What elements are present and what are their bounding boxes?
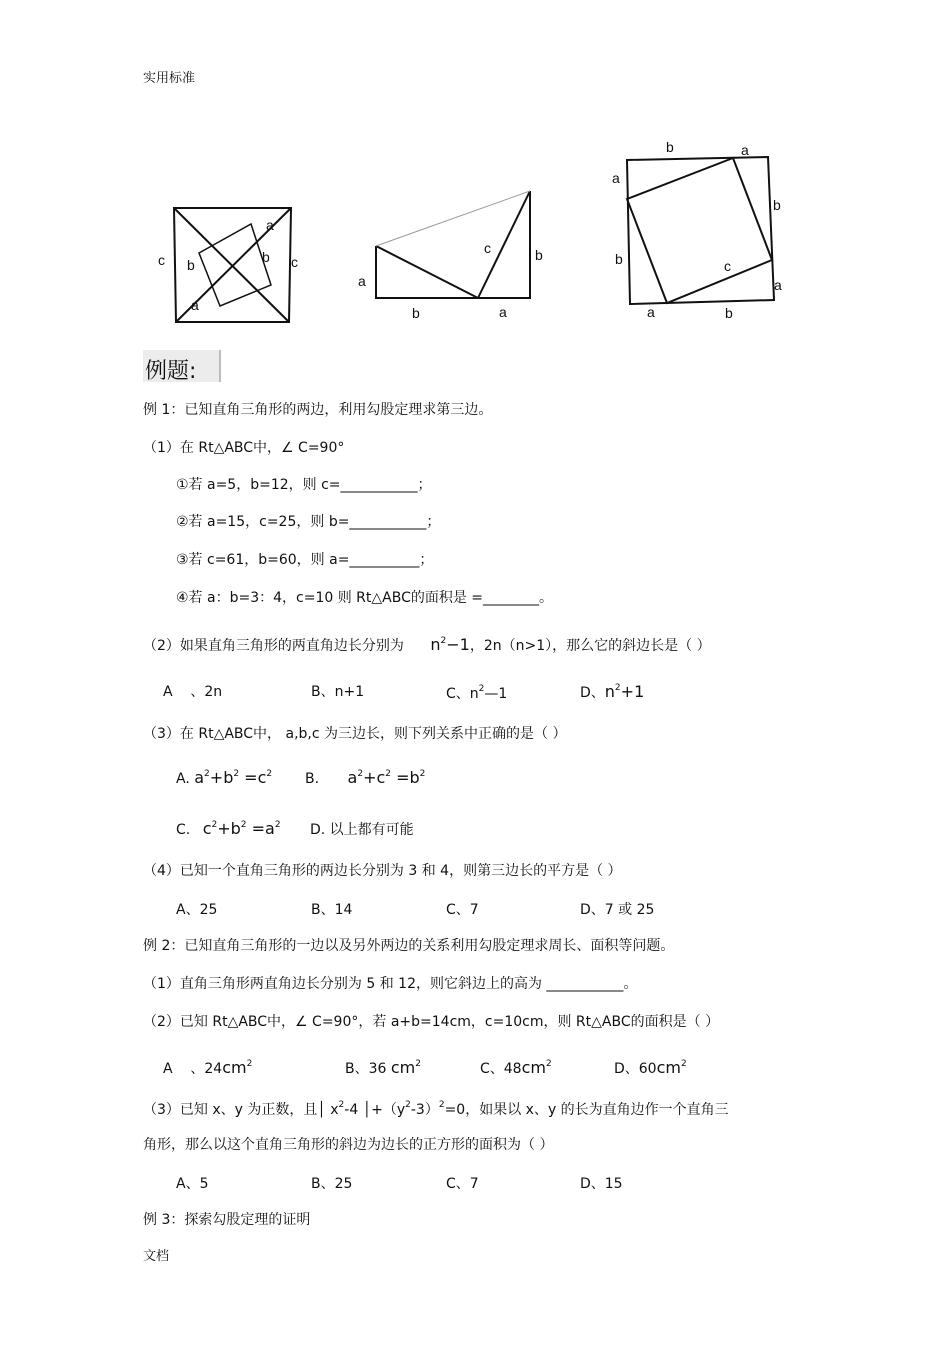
ex1-q4-stem: （4）已知一个直角三角形的两边长分别为 3 和 4，则第三边长的平方是（ ） xyxy=(143,863,622,879)
fig1-label-b2: b xyxy=(262,249,270,265)
ex1-q2-option-a: A 、2n xyxy=(163,684,223,700)
fig2-label-b2: b xyxy=(412,305,420,321)
ex1-q2-option-b: B、n+1 xyxy=(311,684,365,700)
fig1-label-a2: a xyxy=(191,297,199,313)
ex1-q1-item-3: ③若 c=61，b=60，则 a=__________； xyxy=(176,552,434,568)
ex2-q2-option-c: C、$48cm^2$ xyxy=(480,1058,552,1077)
fig2-label-b1: b xyxy=(535,247,543,263)
ex1-title: 例 1：已知直角三角形的两边，利用勾股定理求第三边。 xyxy=(143,402,493,418)
fig3-label-b-left: b xyxy=(615,251,623,267)
ex2-q2-option-d: D、$60cm^2$ xyxy=(614,1058,687,1077)
ex2-q2-option-b: B、36 $cm^2$ xyxy=(345,1058,421,1077)
ex1-q2-stem: （2）如果直角三角形的两直角边长分别为 $n^2-1$，2n（n>1），那么它的斜边长是（ ） xyxy=(143,635,711,654)
ex1-q1-item-1: ①若 a=5，b=12，则 c=___________； xyxy=(176,477,432,493)
page-footer: 文档 xyxy=(143,1249,170,1264)
ex1-q3-option-b: B. $a^2+c^2 =b^2$ xyxy=(305,768,426,787)
ex1-q1-item-4: ④若 a：b=3：4，c=10 则 Rt△ABC的面积是 =________。 xyxy=(176,590,554,606)
ex2-q3-option-a: A、5 xyxy=(176,1176,209,1192)
fig3-label-c: c xyxy=(724,258,731,274)
ex2-q1: （1）直角三角形两直角边长分别为 5 和 12，则它斜边上的高为 ___________。 xyxy=(143,976,638,992)
ex2-q3-line1: （3）已知 x、y 为正数，且│ $x^2-4$ $│+(y^2-3)^2=0$，如果以 x、y 的长为直角边作一个直角三 xyxy=(143,1100,729,1118)
fig1-label-c2: c xyxy=(291,254,298,270)
page-header: 实用标准 xyxy=(143,71,196,86)
fig3-label-b-top: b xyxy=(666,139,674,155)
figure-tilted-square xyxy=(600,135,800,325)
ex1-q3-option-d: D. 以上都有可能 xyxy=(310,822,414,838)
ex1-q3-stem: （3）在 Rt△ABC中， a,b,c 为三边长，则下列关系中正确的是（ ） xyxy=(143,726,567,742)
fig2-label-a1: a xyxy=(358,273,366,289)
fig3-label-b-right: b xyxy=(773,197,781,213)
ex2-q2-option-a: A 、$24cm^2$ xyxy=(163,1058,253,1077)
fig3-label-a-top: a xyxy=(741,142,749,158)
ex1-q2-expr: $n^2-1$ xyxy=(430,635,470,654)
section-title-box xyxy=(143,350,221,382)
ex2-title: 例 2：已知直角三角形的一边以及另外两边的关系利用勾股定理求周长、面积等问题。 xyxy=(143,938,675,954)
fig1-label-c1: c xyxy=(158,252,165,268)
ex1-q4-option-c: C、7 xyxy=(446,902,479,918)
ex1-q1-stem: （1）在 Rt△ABC中，∠ C=90° xyxy=(143,440,345,456)
fig2-label-c: c xyxy=(484,240,491,256)
fig1-label-b1: b xyxy=(187,257,195,273)
ex1-q2-option-c: C、$n^2—1$ xyxy=(446,684,508,702)
ex2-q3-line2: 角形，那么以这个直角三角形的斜边为边长的正方形的面积为（ ） xyxy=(143,1137,554,1153)
fig2-label-a2: a xyxy=(499,304,507,320)
ex1-q4-option-b: B、14 xyxy=(311,902,353,918)
fig3-label-a-left: a xyxy=(612,170,620,186)
ex1-q1-item-2: ②若 a=15，c=25，则 b=___________； xyxy=(176,514,441,530)
fig3-label-a-right: a xyxy=(774,277,782,293)
ex2-q3-option-c: C、7 xyxy=(446,1176,479,1192)
figure-inner-square xyxy=(150,195,320,335)
figure-trapezoid xyxy=(350,180,550,330)
ex2-q2-stem: （2）已知 Rt△ABC中，∠ C=90°，若 a+b=14cm，c=10cm，则 Rt△ABC的面积是（ ） xyxy=(143,1014,720,1030)
section-title: 例题: xyxy=(145,359,197,384)
ex1-q4-option-a: A、25 xyxy=(176,902,218,918)
ex1-q4-option-d: D、7 或 25 xyxy=(580,902,655,918)
fig3-label-b-bottom: b xyxy=(725,305,733,321)
ex1-q3-option-a: A. $a^2+b^2 =c^2$ xyxy=(176,768,273,787)
ex2-q3-option-b: B、25 xyxy=(311,1176,353,1192)
ex3-title: 例 3：探索勾股定理的证明 xyxy=(143,1212,311,1228)
fig3-label-a-bottom: a xyxy=(647,304,655,320)
ex1-q3-option-c: C. $c^2+b^2 =a^2$ xyxy=(176,819,281,838)
fig1-label-a1: a xyxy=(266,217,274,233)
ex1-q2-option-d: D、$n^2+1$ xyxy=(580,682,645,701)
ex2-q3-option-d: D、15 xyxy=(580,1176,623,1192)
